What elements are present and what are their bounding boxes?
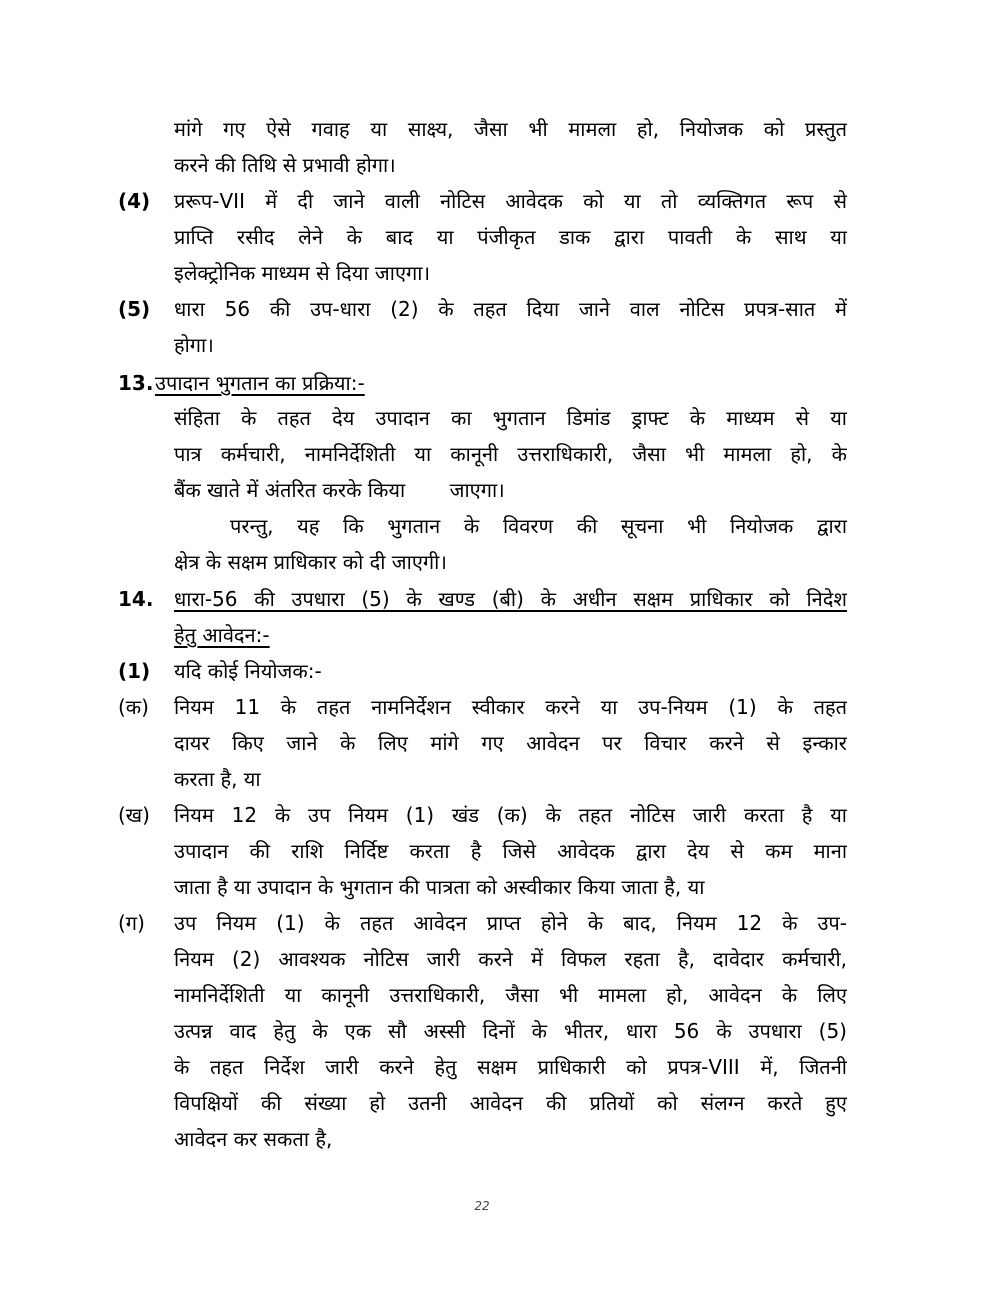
- paragraph-line: नियम 11 के तहत नामनिर्देशन स्वीकार करने या उप-नियम (1) के तहत: [174, 695, 847, 719]
- paragraph-line: दायर किए जाने के लिए मांगे गए आवेदन पर विचार करने से इन्कार: [174, 731, 847, 755]
- paragraph-line: उपादान की राशि निर्दिष्ट करता है जिसे आवेदक द्वारा देय से कम माना: [174, 839, 847, 863]
- paragraph-line: आवेदन कर सकता है,: [174, 1127, 333, 1151]
- paragraph-line: के तहत निर्देश जारी करने हेतु सक्षम प्राधिकारी को प्रपत्र-VIII में, जितनी: [174, 1055, 847, 1079]
- clause-number: (1): [118, 659, 151, 683]
- paragraph-line: यदि कोई नियोजक:-: [174, 659, 322, 683]
- paragraph-line: प्राप्ति रसीद लेने के बाद या पंजीकृत डाक द्वारा पावती के साथ या: [174, 225, 847, 249]
- paragraph-line: संहिता के तहत देय उपादान का भुगतान डिमांड ड्राफ्ट के माध्यम से या: [174, 406, 847, 430]
- paragraph-line: उप नियम (1) के तहत आवेदन प्राप्त होने के बाद, नियम 12 के उप-: [174, 911, 847, 935]
- section-heading: धारा-56 की उपधारा (5) के खण्ड (बी) के अधीन सक्षम प्राधिकार को निदेश: [174, 587, 847, 611]
- section-number: 14.: [118, 587, 154, 611]
- paragraph-line: धारा 56 की उप-धारा (2) के तहत दिया जाने वाल नोटिस प्रपत्र-सात में: [174, 297, 847, 321]
- clause-number: (ग): [118, 911, 145, 935]
- paragraph-line: करने की तिथि से प्रभावी होगा।: [174, 153, 396, 177]
- clause-number: (ख): [118, 803, 150, 827]
- section-heading: उपादान भुगतान का प्रक्रिया:-: [155, 371, 365, 395]
- paragraph-line: नामनिर्देशिती या कानूनी उत्तराधिकारी, जैसा भी मामला हो, आवेदन के लिए: [174, 983, 847, 1007]
- clause-number: (क): [118, 695, 149, 719]
- paragraph-line: करता है, या: [174, 767, 261, 791]
- paragraph-line: होगा।: [174, 333, 214, 357]
- clause-number: (5): [118, 297, 151, 321]
- section-number: 13.: [118, 371, 154, 395]
- paragraph-line: मांगे गए ऐसे गवाह या साक्ष्य, जैसा भी मामला हो, नियोजक को प्रस्तुत: [174, 117, 847, 141]
- paragraph-line: विपक्षियों की संख्या हो उतनी आवेदन की प्रतियों को संलग्न करते हुए: [174, 1091, 847, 1115]
- paragraph-line: बैंक खाते में अंतरित करके किया जाएगा।: [174, 478, 505, 502]
- section-heading-cont: हेतु आवेदन:-: [174, 623, 270, 647]
- paragraph-line: नियम (2) आवश्यक नोटिस जारी करने में विफल रहता है, दावेदार कर्मचारी,: [174, 947, 847, 971]
- paragraph-line: प्ररूप-VII में दी जाने वाली नोटिस आवेदक को या तो व्यक्तिगत रूप से: [174, 189, 847, 213]
- paragraph-line: पात्र कर्मचारी, नामनिर्देशिती या कानूनी उत्तराधिकारी, जैसा भी मामला हो, के: [174, 442, 847, 466]
- paragraph-line: उत्पन्न वाद हेतु के एक सौ अस्सी दिनों के भीतर, धारा 56 के उपधारा (5): [174, 1019, 847, 1043]
- paragraph-line: इलेक्ट्रोनिक माध्यम से दिया जाएगा।: [174, 261, 431, 285]
- page-number: 22: [474, 1199, 490, 1213]
- paragraph-line: जाता है या उपादान के भुगतान की पात्रता को अस्वीकार किया जाता है, या: [174, 875, 705, 899]
- paragraph-line: परन्तु, यह कि भुगतान के विवरण की सूचना भी नियोजक द्वारा: [230, 514, 847, 538]
- clause-number: (4): [118, 189, 151, 213]
- paragraph-line: क्षेत्र के सक्षम प्राधिकार को दी जाएगी।: [174, 550, 447, 574]
- paragraph-line: नियम 12 के उप नियम (1) खंड (क) के तहत नोटिस जारी करता है या: [174, 803, 847, 827]
